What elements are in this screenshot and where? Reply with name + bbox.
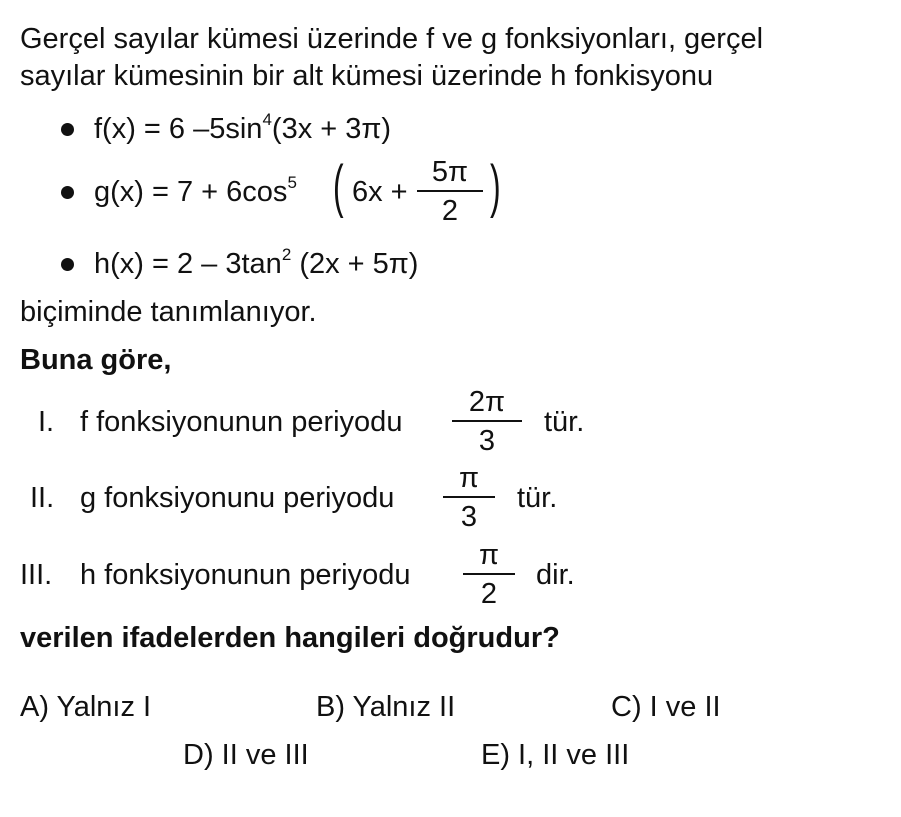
- definition-g: [94, 175, 297, 213]
- fraction-bar: [463, 573, 515, 575]
- definition-g-inner: 6x +: [352, 176, 408, 208]
- statement-3-fraction-numerator: π: [478, 539, 499, 571]
- statement-1-fraction: [452, 386, 522, 457]
- statement-2-fraction-numerator: π: [458, 462, 479, 494]
- definition-h-exponent: 2: [281, 245, 292, 264]
- definition-h-pre: h(x) = 2 – 3tan: [94, 248, 282, 280]
- statement-3-number: III.: [20, 559, 53, 591]
- statement-2-number: II.: [30, 482, 55, 514]
- statement-3-suffix: dir.: [536, 559, 575, 591]
- lead-text: Buna göre,: [20, 344, 172, 376]
- statement-1-text: f fonksiyonunun periyodu: [80, 406, 403, 438]
- intro-line-2: sayılar kümesinin bir alt kümesi üzerinde h fonkisyonu: [20, 60, 714, 92]
- definition-f-post: (3x + 3π): [271, 113, 392, 145]
- option-e[interactable]: E) I, II ve III: [481, 739, 630, 771]
- definition-g-fraction-denominator: 2: [441, 195, 459, 227]
- statement-2-suffix: tür.: [517, 482, 558, 514]
- right-paren-icon: ): [490, 154, 501, 219]
- definition-g-fraction-numerator: 5π: [431, 156, 469, 188]
- definition-f-pre: f(x) = 6 –5sin: [94, 113, 263, 145]
- defined-text: biçiminde tanımlanıyor.: [20, 296, 317, 328]
- statement-1-suffix: tür.: [544, 406, 585, 438]
- definition-f: [94, 112, 391, 150]
- definition-h: [94, 247, 418, 285]
- left-paren-icon: (: [333, 154, 344, 219]
- definition-g-fraction: [417, 156, 483, 227]
- statement-1-number: I.: [38, 406, 55, 438]
- bullet-icon: [61, 123, 74, 136]
- fraction-bar: [443, 496, 495, 498]
- fraction-bar: [417, 190, 483, 192]
- bullet-icon: [61, 186, 74, 199]
- statement-3-fraction: [463, 539, 515, 610]
- definition-f-exponent: 4: [262, 110, 272, 129]
- statement-2-fraction-denominator: 3: [460, 501, 478, 533]
- option-d[interactable]: D) II ve III: [183, 739, 309, 771]
- fraction-bar: [452, 420, 522, 422]
- option-a[interactable]: A) Yalnız I: [20, 691, 152, 723]
- definition-g-pre: g(x) = 7 + 6cos: [94, 176, 288, 208]
- definition-h-post: (2x + 5π): [291, 248, 419, 280]
- intro-line-1: Gerçel sayılar kümesi üzerinde f ve g fonksiyonları, gerçel: [20, 23, 764, 55]
- statement-2-fraction: [443, 462, 495, 533]
- statement-3-fraction-denominator: 2: [480, 578, 498, 610]
- definition-g-exponent: 5: [287, 173, 297, 192]
- statement-2-text: g fonksiyonunu periyodu: [80, 482, 395, 514]
- bullet-icon: [61, 258, 74, 271]
- option-c[interactable]: C) I ve II: [611, 691, 721, 723]
- question-text: verilen ifadelerden hangileri doğrudur?: [20, 622, 560, 654]
- statement-1-fraction-numerator: 2π: [468, 386, 506, 418]
- statement-3-text: h fonksiyonunun periyodu: [80, 559, 411, 591]
- statement-1-fraction-denominator: 3: [478, 425, 496, 457]
- option-b[interactable]: B) Yalnız II: [316, 691, 456, 723]
